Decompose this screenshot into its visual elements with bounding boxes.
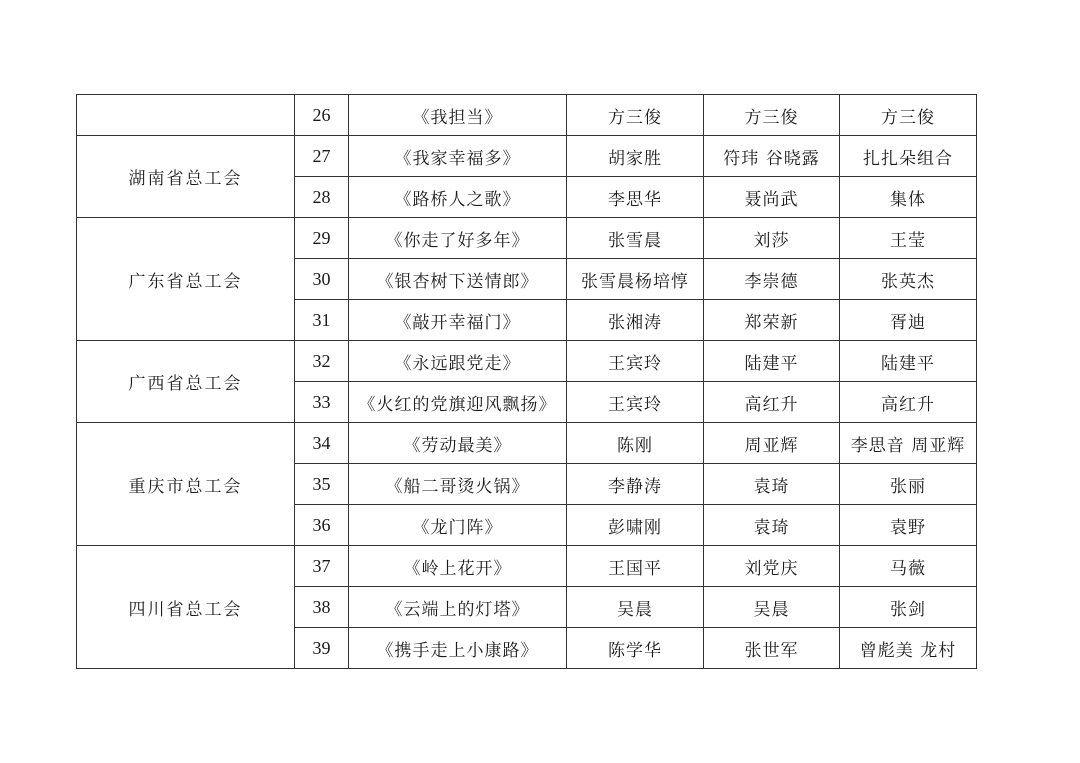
lyricist-name: 陈学华	[567, 628, 704, 669]
lyricist-name: 张雪晨杨培惇	[567, 259, 704, 300]
song-title: 《龙门阵》	[349, 505, 567, 546]
entry-number: 36	[295, 505, 349, 546]
singer-name: 张英杰	[840, 259, 977, 300]
lyricist-name: 王宾玲	[567, 382, 704, 423]
lyricist-name: 方三俊	[567, 95, 704, 136]
lyricist-name: 吴晨	[567, 587, 704, 628]
table-row	[77, 341, 977, 382]
singer-name: 袁野	[840, 505, 977, 546]
lyricist-name: 张湘涛	[567, 300, 704, 341]
lyricist-name: 陈刚	[567, 423, 704, 464]
composer-name: 张世军	[704, 628, 840, 669]
singer-name: 陆建平	[840, 341, 977, 382]
entry-number: 32	[295, 341, 349, 382]
composer-name: 聂尚武	[704, 177, 840, 218]
song-title: 《船二哥烫火锅》	[349, 464, 567, 505]
song-title: 《银杏树下送情郎》	[349, 259, 567, 300]
entry-number: 33	[295, 382, 349, 423]
song-title: 《岭上花开》	[349, 546, 567, 587]
song-title: 《我担当》	[349, 95, 567, 136]
song-title: 《你走了好多年》	[349, 218, 567, 259]
entry-number: 27	[295, 136, 349, 177]
table-row	[77, 423, 977, 464]
singer-name: 胥迪	[840, 300, 977, 341]
singer-name: 方三俊	[840, 95, 977, 136]
lyricist-name: 李静涛	[567, 464, 704, 505]
organization-cell: 广西省总工会	[77, 341, 295, 423]
entry-number: 37	[295, 546, 349, 587]
lyricist-name: 李思华	[567, 177, 704, 218]
composer-name: 方三俊	[704, 95, 840, 136]
singer-name: 曾彪美 龙村	[840, 628, 977, 669]
composer-name: 吴晨	[704, 587, 840, 628]
lyricist-name: 胡家胜	[567, 136, 704, 177]
composer-name: 刘莎	[704, 218, 840, 259]
lyricist-name: 彭啸刚	[567, 505, 704, 546]
entry-number: 39	[295, 628, 349, 669]
composer-name: 陆建平	[704, 341, 840, 382]
composer-name: 高红升	[704, 382, 840, 423]
composer-name: 袁琦	[704, 505, 840, 546]
composer-name: 李崇德	[704, 259, 840, 300]
entry-number: 31	[295, 300, 349, 341]
singer-name: 王莹	[840, 218, 977, 259]
organization-cell	[77, 95, 295, 136]
table-row	[77, 546, 977, 587]
composer-name: 周亚辉	[704, 423, 840, 464]
composer-name: 袁琦	[704, 464, 840, 505]
song-title: 《永远跟党走》	[349, 341, 567, 382]
organization-cell: 重庆市总工会	[77, 423, 295, 546]
organization-cell: 四川省总工会	[77, 546, 295, 669]
entry-number: 26	[295, 95, 349, 136]
singer-name: 集体	[840, 177, 977, 218]
table-body	[77, 95, 977, 669]
entry-number: 29	[295, 218, 349, 259]
singer-name: 马薇	[840, 546, 977, 587]
singer-name: 高红升	[840, 382, 977, 423]
singer-name: 张剑	[840, 587, 977, 628]
song-title: 《携手走上小康路》	[349, 628, 567, 669]
song-title: 《敲开幸福门》	[349, 300, 567, 341]
song-title: 《我家幸福多》	[349, 136, 567, 177]
lyricist-name: 张雪晨	[567, 218, 704, 259]
song-title: 《云端上的灯塔》	[349, 587, 567, 628]
song-list-table	[76, 94, 977, 669]
entry-number: 34	[295, 423, 349, 464]
entry-number: 30	[295, 259, 349, 300]
entry-number: 28	[295, 177, 349, 218]
organization-cell: 广东省总工会	[77, 218, 295, 341]
table-row	[77, 95, 977, 136]
organization-cell: 湖南省总工会	[77, 136, 295, 218]
entry-number: 38	[295, 587, 349, 628]
singer-name: 李思音 周亚辉	[840, 423, 977, 464]
lyricist-name: 王国平	[567, 546, 704, 587]
table-row	[77, 218, 977, 259]
entry-number: 35	[295, 464, 349, 505]
lyricist-name: 王宾玲	[567, 341, 704, 382]
song-title: 《路桥人之歌》	[349, 177, 567, 218]
singer-name: 扎扎朵组合	[840, 136, 977, 177]
song-title: 《火红的党旗迎风飘扬》	[349, 382, 567, 423]
table-row	[77, 136, 977, 177]
composer-name: 符玮 谷晓露	[704, 136, 840, 177]
composer-name: 刘党庆	[704, 546, 840, 587]
singer-name: 张丽	[840, 464, 977, 505]
song-title: 《劳动最美》	[349, 423, 567, 464]
composer-name: 郑荣新	[704, 300, 840, 341]
